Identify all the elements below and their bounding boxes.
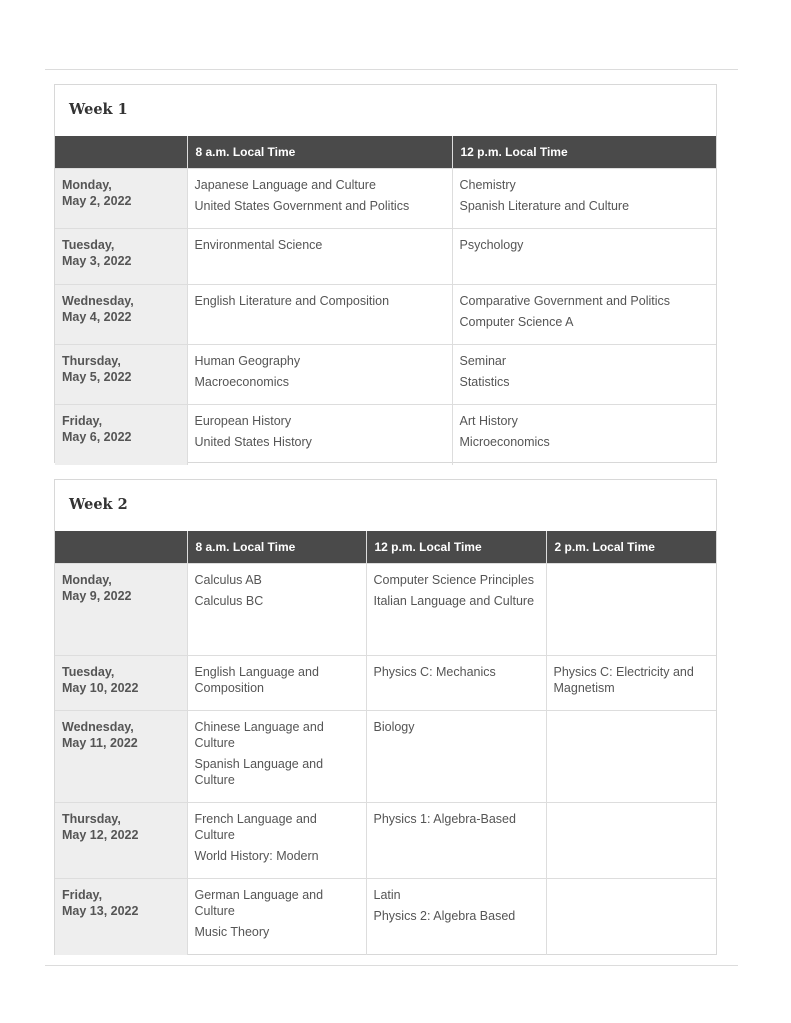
date-label: May 13, 2022 xyxy=(62,904,139,918)
exam-subject: Spanish Language and Culture xyxy=(194,757,324,787)
table-row xyxy=(55,405,716,465)
exam-slot-cell xyxy=(187,879,366,955)
exam-subject: Chemistry xyxy=(459,178,516,192)
exam-subject: World History: Modern xyxy=(194,849,319,863)
date-label: May 3, 2022 xyxy=(62,254,132,268)
exam-subject: Japanese Language and Culture xyxy=(194,178,376,192)
exam-subject: Environmental Science xyxy=(194,238,323,252)
exam-subject: Seminar xyxy=(459,354,507,368)
exam-slot-cell xyxy=(452,345,716,405)
exam-slot-cell xyxy=(366,879,546,955)
date-label: May 5, 2022 xyxy=(62,370,132,384)
header-12pm: 12 p.m. Local Time xyxy=(452,136,716,169)
weekday-label: Thursday, xyxy=(62,812,121,826)
exam-slot-cell xyxy=(187,656,366,711)
exam-slot-cell xyxy=(546,879,716,955)
header-12pm: 12 p.m. Local Time xyxy=(366,531,546,564)
header-8am: 8 a.m. Local Time xyxy=(187,136,452,169)
exam-subject: Spanish Literature and Culture xyxy=(459,199,630,213)
table-row xyxy=(55,285,716,345)
exam-subject: Physics C: Electricity and Magnetism xyxy=(553,665,694,695)
date-label: May 9, 2022 xyxy=(62,589,132,603)
date-label: May 2, 2022 xyxy=(62,194,132,208)
table-header-row xyxy=(55,531,716,564)
exam-subject: German Language and Culture xyxy=(194,888,324,918)
week-1-table xyxy=(55,136,716,465)
table-row xyxy=(55,656,716,711)
exam-subject: Biology xyxy=(373,720,415,734)
date-label: May 12, 2022 xyxy=(62,828,139,842)
top-divider xyxy=(45,69,738,70)
day-cell xyxy=(55,879,187,955)
exam-subject: Physics 1: Algebra-Based xyxy=(373,812,516,826)
exam-slot-cell xyxy=(366,711,546,803)
weekday-label: Friday, xyxy=(62,888,103,902)
exam-subject: United States Government and Politics xyxy=(194,199,410,213)
bottom-divider xyxy=(45,965,738,966)
exam-slot-cell xyxy=(187,285,452,345)
exam-slot-cell xyxy=(187,803,366,879)
week-2-schedule xyxy=(54,479,717,955)
exam-subject: Italian Language and Culture xyxy=(373,594,535,608)
table-row xyxy=(55,803,716,879)
exam-subject: Physics 2: Algebra Based xyxy=(373,909,516,923)
table-row xyxy=(55,564,716,656)
exam-slot-cell xyxy=(452,169,716,229)
exam-subject: Calculus AB xyxy=(194,573,262,587)
day-cell xyxy=(55,229,187,285)
date-label: May 6, 2022 xyxy=(62,430,132,444)
exam-slot-cell xyxy=(187,169,452,229)
exam-subject: Art History xyxy=(459,414,518,428)
exam-subject: Human Geography xyxy=(194,354,301,368)
exam-slot-cell xyxy=(187,564,366,656)
exam-subject: United States History xyxy=(194,435,312,449)
weekday-label: Wednesday, xyxy=(62,294,134,308)
exam-subject: Psychology xyxy=(459,238,524,252)
weekday-label: Tuesday, xyxy=(62,238,115,252)
exam-subject: Latin xyxy=(373,888,401,902)
exam-subject: Comparative Government and Politics xyxy=(459,294,671,308)
weekday-label: Thursday, xyxy=(62,354,121,368)
day-cell xyxy=(55,803,187,879)
exam-slot-cell xyxy=(452,229,716,285)
header-8am: 8 a.m. Local Time xyxy=(187,531,366,564)
day-cell xyxy=(55,711,187,803)
exam-subject: European History xyxy=(194,414,292,428)
week-1-title: Week 1 xyxy=(69,101,128,118)
exam-subject: Calculus BC xyxy=(194,594,264,608)
header-day xyxy=(55,531,187,564)
weekday-label: Friday, xyxy=(62,414,103,428)
exam-slot-cell xyxy=(187,711,366,803)
exam-slot-cell xyxy=(546,656,716,711)
table-row xyxy=(55,169,716,229)
exam-slot-cell xyxy=(546,711,716,803)
table-row xyxy=(55,229,716,285)
exam-slot-cell xyxy=(366,656,546,711)
week-1-schedule xyxy=(54,84,717,463)
exam-subject: Chinese Language and Culture xyxy=(194,720,324,750)
exam-subject: Physics C: Mechanics xyxy=(373,665,496,679)
exam-subject: English Literature and Composition xyxy=(194,294,390,308)
weekday-label: Wednesday, xyxy=(62,720,134,734)
day-cell xyxy=(55,564,187,656)
weekday-label: Tuesday, xyxy=(62,665,115,679)
exam-slot-cell xyxy=(546,803,716,879)
header-day xyxy=(55,136,187,169)
exam-slot-cell xyxy=(366,803,546,879)
weekday-label: Monday, xyxy=(62,573,112,587)
table-header-row xyxy=(55,136,716,169)
week-2-table xyxy=(55,531,716,955)
exam-subject: Microeconomics xyxy=(459,435,550,449)
exam-slot-cell xyxy=(452,285,716,345)
exam-subject: Macroeconomics xyxy=(194,375,289,389)
weekday-label: Monday, xyxy=(62,178,112,192)
date-label: May 11, 2022 xyxy=(62,736,138,750)
exam-subject: English Language and Composition xyxy=(194,665,319,695)
exam-slot-cell xyxy=(366,564,546,656)
day-cell xyxy=(55,285,187,345)
day-cell xyxy=(55,405,187,465)
week-2-title: Week 2 xyxy=(69,496,128,513)
exam-subject: Computer Science Principles xyxy=(373,573,534,587)
exam-slot-cell xyxy=(452,405,716,465)
date-label: May 4, 2022 xyxy=(62,310,132,324)
day-cell xyxy=(55,345,187,405)
date-label: May 10, 2022 xyxy=(62,681,139,695)
day-cell xyxy=(55,169,187,229)
exam-slot-cell xyxy=(187,405,452,465)
exam-subject: French Language and Culture xyxy=(194,812,317,842)
exam-slot-cell xyxy=(546,564,716,656)
exam-subject: Music Theory xyxy=(194,925,270,939)
exam-slot-cell xyxy=(187,229,452,285)
table-row xyxy=(55,879,716,955)
exam-subject: Statistics xyxy=(459,375,510,389)
day-cell xyxy=(55,656,187,711)
exam-slot-cell xyxy=(187,345,452,405)
header-2pm: 2 p.m. Local Time xyxy=(546,531,716,564)
table-row xyxy=(55,345,716,405)
exam-subject: Computer Science A xyxy=(459,315,574,329)
table-row xyxy=(55,711,716,803)
